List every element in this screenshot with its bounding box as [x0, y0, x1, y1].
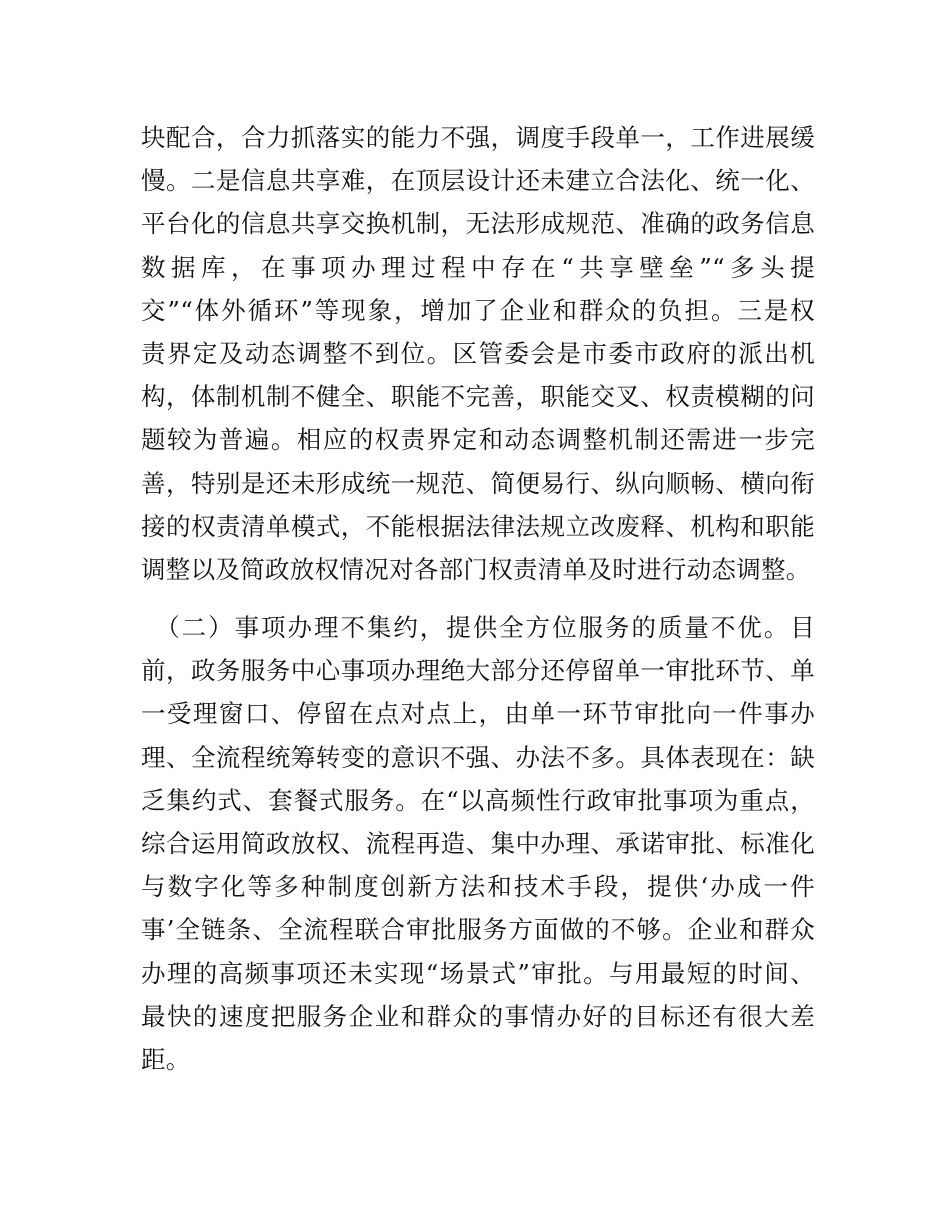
paragraph-line: 前，政务服务中心事项办理绝大部分还停留单一审批环节、单 [141, 656, 815, 686]
paragraph-line: 乏集约式、套餐式服务。在“以高频性行政审批事项为重点， [141, 785, 815, 815]
paragraph-line: 平台化的信息共享交换机制，无法形成规范、准确的政务信息 [141, 209, 815, 239]
paragraph-line: 综合运用简政放权、流程再造、集中办理、承诺审批、标准化 [141, 828, 815, 858]
paragraph-line: 责界定及动态调整不到位。区管委会是市委市政府的派出机 [141, 338, 815, 368]
paragraph-line: 调整以及简政放权情况对各部门权责清单及时进行动态调整。 [141, 554, 811, 584]
paragraph-line: 与数字化等多种制度创新方法和技术手段，提供‘办成一件 [141, 872, 815, 902]
paragraph-2 [141, 606, 815, 1081]
paragraph-line: 理、全流程统筹转变的意识不强、办法不多。具体表现在：缺 [141, 742, 815, 772]
paragraph-line: 接的权责清单模式，不能根据法律法规立改废释、机构和职能 [141, 511, 815, 541]
paragraph-line: 题较为普遍。相应的权责界定和动态调整机制还需进一步完 [141, 425, 815, 455]
paragraph-line: 距。 [141, 1044, 191, 1074]
paragraph-line: 善，特别是还未形成统一规范、简便易行、纵向顺畅、横向衔 [141, 468, 815, 498]
paragraph-1 [141, 116, 815, 591]
paragraph-line: 一受理窗口、停留在点对点上，由单一环节审批向一件事办 [141, 699, 815, 729]
paragraph-line: 慢。二是信息共享难，在顶层设计还未建立合法化、统一化、 [141, 166, 815, 196]
paragraph-line: 构，体制机制不健全、职能不完善，职能交叉、权责模糊的问 [141, 382, 815, 412]
paragraph-line: 办理的高频事项还未实现“场景式”审批。与用最短的时间、 [141, 958, 815, 988]
paragraph-line: 最快的速度把服务企业和群众的事情办好的目标还有很大差 [141, 1001, 815, 1031]
paragraph-line: 数据库，在事项办理过程中存在“共享壁垒”“多头提 [141, 252, 815, 282]
paragraph-line: 交”“体外循环”等现象，增加了企业和群众的负担。三是权 [141, 295, 815, 325]
paragraph-line: （二）事项办理不集约，提供全方位服务的质量不优。目 [141, 613, 815, 642]
paragraph-line: 事’全链条、全流程联合审批服务方面做的不够。企业和群众 [141, 915, 815, 945]
paragraph-line: 块配合，合力抓落实的能力不强，调度手段单一，工作进展缓 [141, 123, 815, 152]
